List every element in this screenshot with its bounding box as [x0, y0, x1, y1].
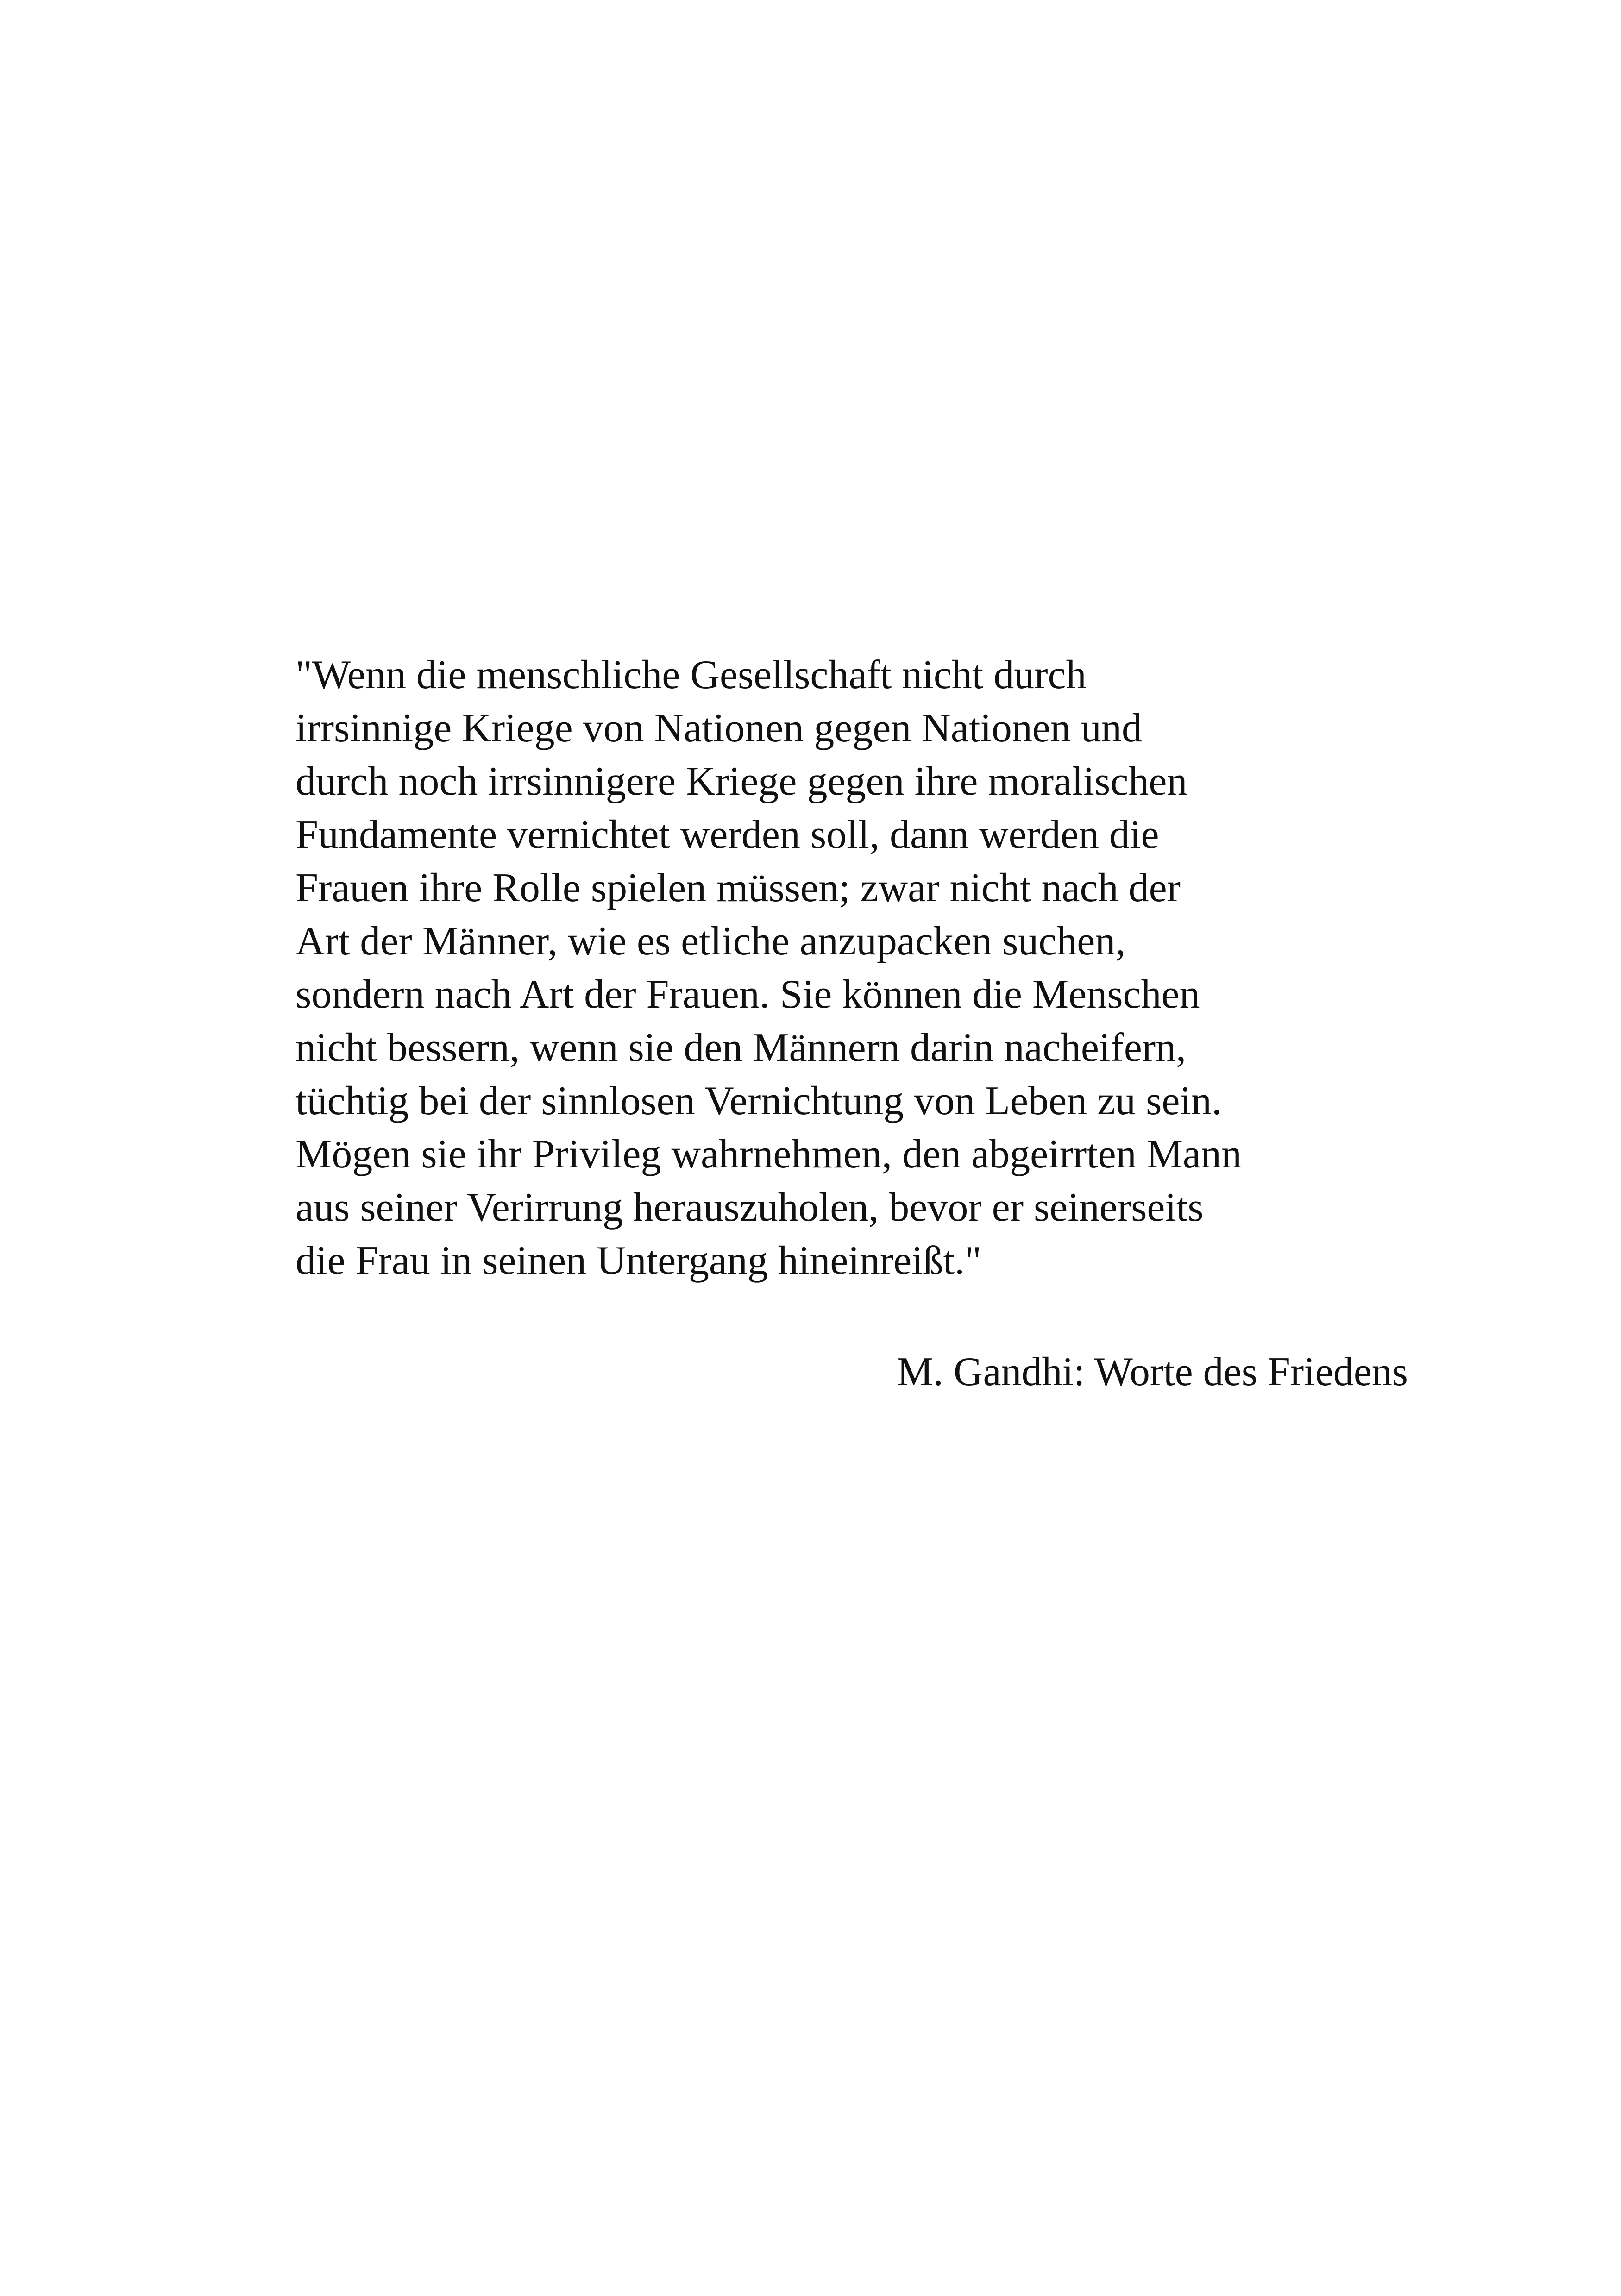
quote-line: irrsinnige Kriege von Nationen gegen Nationen und: [295, 706, 1142, 751]
quote-line: Art der Männer, wie es etliche anzupacken suchen,: [295, 919, 1126, 964]
quote-attribution: M. Gandhi: Worte des Friedens: [897, 1349, 1408, 1394]
quote-line: Mögen sie ihr Privileg wahrnehmen, den abgeirrten Mann: [295, 1132, 1242, 1177]
quote-line: sondern nach Art der Frauen. Sie können die Menschen: [295, 972, 1200, 1017]
quote-line: Frauen ihre Rolle spielen müssen; zwar nicht nach der: [295, 866, 1181, 910]
quote-text: [295, 648, 1500, 1287]
quote-line: tüchtig bei der sinnlosen Vernichtung von Leben zu sein.: [295, 1079, 1222, 1123]
quote-line: durch noch irrsinnigere Kriege gegen ihre moralischen: [295, 759, 1187, 804]
quote-line: aus seiner Verirrung herauszuholen, bevor er seinerseits: [295, 1185, 1204, 1230]
quote-line: "Wenn die menschliche Gesellschaft nicht durch: [295, 652, 1087, 697]
quote-line: nicht bessern, wenn sie den Männern darin nacheifern,: [295, 1025, 1187, 1070]
quote-line: die Frau in seinen Untergang hineinreißt.": [295, 1238, 982, 1283]
quote-line: Fundamente vernichtet werden soll, dann werden die: [295, 812, 1159, 857]
